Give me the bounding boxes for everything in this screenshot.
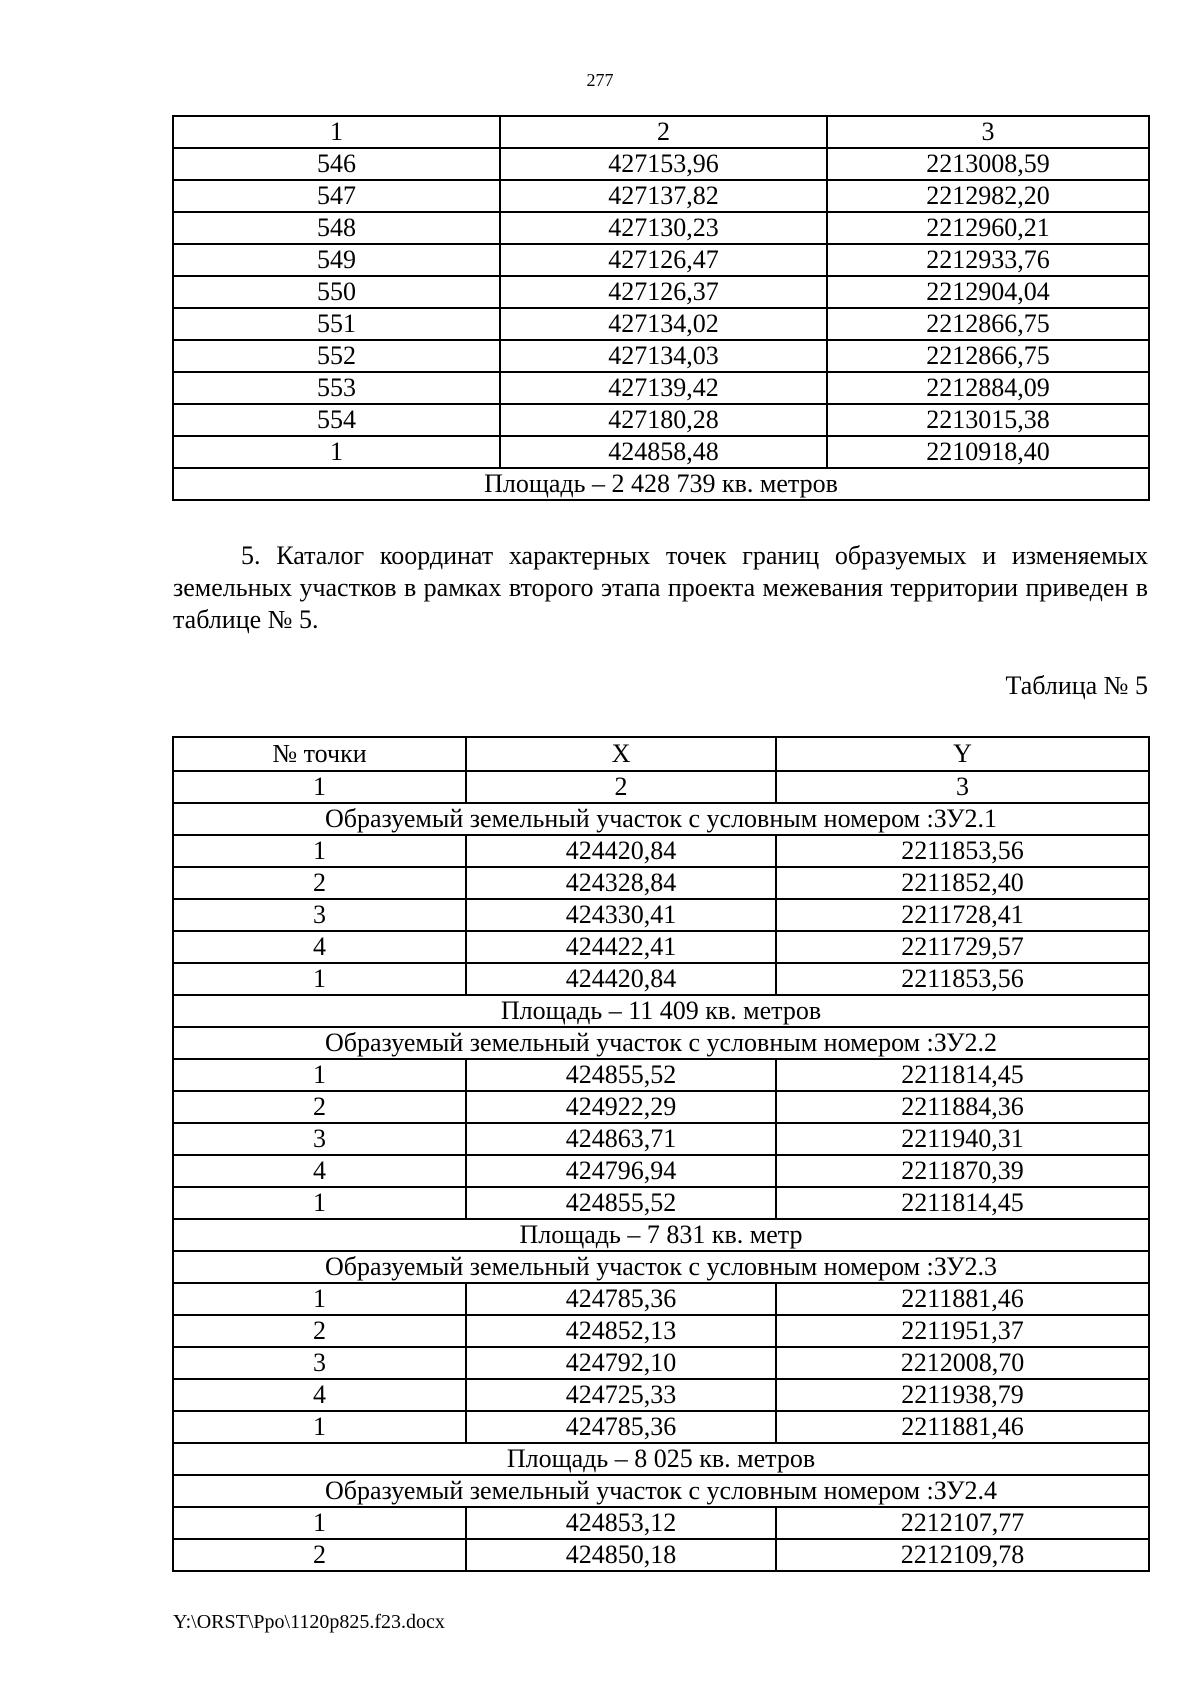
table-cell: № точки bbox=[173, 737, 466, 771]
file-path-footer: Y:\ORST\Ppo\1120p825.f23.docx bbox=[173, 1611, 445, 1633]
catalog-paragraph bbox=[173, 540, 1148, 636]
table-row bbox=[173, 372, 1149, 404]
parcel-title-row bbox=[173, 1027, 1149, 1059]
table-cell: 551 bbox=[173, 308, 500, 340]
column-number-row bbox=[173, 116, 1149, 148]
table-cell: 2211938,79 bbox=[776, 1379, 1149, 1411]
table-row bbox=[173, 1315, 1149, 1347]
table-row bbox=[173, 899, 1149, 931]
table-cell: 2 bbox=[173, 1091, 466, 1123]
parcel-title-row-cell: Образуемый земельный участок с условным номером :ЗУ2.3 bbox=[173, 1251, 1149, 1283]
table-cell: 2210918,40 bbox=[827, 436, 1149, 468]
table-cell: 427137,82 bbox=[500, 180, 827, 212]
table-cell: 2212982,20 bbox=[827, 180, 1149, 212]
table-cell: 3 bbox=[173, 1347, 466, 1379]
table-cell: 424422,41 bbox=[466, 931, 776, 963]
table-cell: 2 bbox=[466, 771, 776, 803]
table-cell: 549 bbox=[173, 244, 500, 276]
table-cell: 2211852,40 bbox=[776, 867, 1149, 899]
table-cell: 3 bbox=[173, 899, 466, 931]
area-row bbox=[173, 995, 1149, 1027]
table-cell: 2212866,75 bbox=[827, 308, 1149, 340]
table-cell: 546 bbox=[173, 148, 500, 180]
column-number-row bbox=[173, 771, 1149, 803]
area-row-cell: Площадь – 2 428 739 кв. метров bbox=[173, 468, 1149, 500]
table-row bbox=[173, 340, 1149, 372]
table-row bbox=[173, 1347, 1149, 1379]
area-row-cell: Площадь – 7 831 кв. метр bbox=[173, 1219, 1149, 1251]
table-cell: 552 bbox=[173, 340, 500, 372]
table-cell: 424863,71 bbox=[466, 1123, 776, 1155]
table-cell: 427126,47 bbox=[500, 244, 827, 276]
table-cell: 424850,18 bbox=[466, 1539, 776, 1571]
table-cell: 424852,13 bbox=[466, 1315, 776, 1347]
table-cell: 1 bbox=[173, 1507, 466, 1539]
table-row bbox=[173, 212, 1149, 244]
table-cell: 550 bbox=[173, 276, 500, 308]
table-cell: 2212008,70 bbox=[776, 1347, 1149, 1379]
table-cell: 424858,48 bbox=[500, 436, 827, 468]
table-cell: 2211853,56 bbox=[776, 963, 1149, 995]
table-cell: 1 bbox=[173, 436, 500, 468]
table-cell: 553 bbox=[173, 372, 500, 404]
table-cell: 2 bbox=[500, 116, 827, 148]
table-cell: 424420,84 bbox=[466, 963, 776, 995]
table-cell: 2211814,45 bbox=[776, 1187, 1149, 1219]
area-row bbox=[173, 1443, 1149, 1475]
table-cell: 427139,42 bbox=[500, 372, 827, 404]
table-cell: 1 bbox=[173, 116, 500, 148]
table-cell: Y bbox=[776, 737, 1149, 771]
table-cell: 2 bbox=[173, 1539, 466, 1571]
table-row bbox=[173, 1123, 1149, 1155]
table-cell: 548 bbox=[173, 212, 500, 244]
table-cell: 427134,03 bbox=[500, 340, 827, 372]
table-row bbox=[173, 1155, 1149, 1187]
table-row bbox=[173, 963, 1149, 995]
table-cell: 2 bbox=[173, 1315, 466, 1347]
table-cell: 2211940,31 bbox=[776, 1123, 1149, 1155]
table-cell: 424855,52 bbox=[466, 1187, 776, 1219]
area-row bbox=[173, 468, 1149, 500]
table-cell: 424853,12 bbox=[466, 1507, 776, 1539]
table-row bbox=[173, 931, 1149, 963]
table-cell: 2211729,57 bbox=[776, 931, 1149, 963]
table-cell: 3 bbox=[776, 771, 1149, 803]
table-cell: 1 bbox=[173, 771, 466, 803]
table-cell: 2211728,41 bbox=[776, 899, 1149, 931]
table-cell: 424796,94 bbox=[466, 1155, 776, 1187]
table-row bbox=[173, 404, 1149, 436]
table-cell: 424420,84 bbox=[466, 835, 776, 867]
table-row bbox=[173, 1507, 1149, 1539]
table-cell: 427130,23 bbox=[500, 212, 827, 244]
table-cell: 2211884,36 bbox=[776, 1091, 1149, 1123]
area-row-cell: Площадь – 11 409 кв. метров bbox=[173, 995, 1149, 1027]
table-cell: 424855,52 bbox=[466, 1059, 776, 1091]
table-cell: 427153,96 bbox=[500, 148, 827, 180]
table-cell: 3 bbox=[827, 116, 1149, 148]
area-row bbox=[173, 1219, 1149, 1251]
table-row bbox=[173, 1059, 1149, 1091]
parcel-title-row-cell: Образуемый земельный участок с условным номером :ЗУ2.2 bbox=[173, 1027, 1149, 1059]
column-header-row bbox=[173, 737, 1149, 771]
table-row bbox=[173, 180, 1149, 212]
table-cell: 2211881,46 bbox=[776, 1283, 1149, 1315]
table-cell: 424328,84 bbox=[466, 867, 776, 899]
parcel-title-row-cell: Образуемый земельный участок с условным номером :ЗУ2.4 bbox=[173, 1475, 1149, 1507]
table-cell: 424725,33 bbox=[466, 1379, 776, 1411]
table-cell: 1 bbox=[173, 1411, 466, 1443]
table-cell: 2212884,09 bbox=[827, 372, 1149, 404]
table-cell: 2212933,76 bbox=[827, 244, 1149, 276]
table-cell: 2212960,21 bbox=[827, 212, 1149, 244]
table-cell: 2211853,56 bbox=[776, 835, 1149, 867]
coordinates-table-continued bbox=[172, 115, 1150, 501]
table-cell: 424330,41 bbox=[466, 899, 776, 931]
table-cell: 2212107,77 bbox=[776, 1507, 1149, 1539]
table-cell: 2211951,37 bbox=[776, 1315, 1149, 1347]
table-cell: 2212109,78 bbox=[776, 1539, 1149, 1571]
table-cell: 2211814,45 bbox=[776, 1059, 1149, 1091]
table-cell: 2212866,75 bbox=[827, 340, 1149, 372]
table-cell: 1 bbox=[173, 1283, 466, 1315]
table-row bbox=[173, 1187, 1149, 1219]
table-row bbox=[173, 308, 1149, 340]
table-row bbox=[173, 276, 1149, 308]
table-cell: 424785,36 bbox=[466, 1283, 776, 1315]
table-cell: 424922,29 bbox=[466, 1091, 776, 1123]
table-row bbox=[173, 244, 1149, 276]
parcel-title-row bbox=[173, 1251, 1149, 1283]
table-cell: 2213015,38 bbox=[827, 404, 1149, 436]
table-cell: 1 bbox=[173, 835, 466, 867]
table-cell: 427180,28 bbox=[500, 404, 827, 436]
table-caption: Таблица № 5 bbox=[1005, 671, 1148, 700]
table-row bbox=[173, 148, 1149, 180]
table-cell: X bbox=[466, 737, 776, 771]
table-cell: 1 bbox=[173, 1059, 466, 1091]
table-cell: 554 bbox=[173, 404, 500, 436]
table-row bbox=[173, 1379, 1149, 1411]
table-cell: 424792,10 bbox=[466, 1347, 776, 1379]
table-cell: 4 bbox=[173, 931, 466, 963]
table-row bbox=[173, 1411, 1149, 1443]
table-row bbox=[173, 835, 1149, 867]
table-cell: 4 bbox=[173, 1379, 466, 1411]
table-row bbox=[173, 867, 1149, 899]
table-cell: 4 bbox=[173, 1155, 466, 1187]
table-cell: 2211881,46 bbox=[776, 1411, 1149, 1443]
table-cell: 2213008,59 bbox=[827, 148, 1149, 180]
table-row bbox=[173, 436, 1149, 468]
page-number: 277 bbox=[586, 70, 614, 90]
parcel-title-row bbox=[173, 803, 1149, 835]
table-cell: 547 bbox=[173, 180, 500, 212]
table-5 bbox=[172, 736, 1150, 1572]
table-cell: 2 bbox=[173, 867, 466, 899]
table-row bbox=[173, 1283, 1149, 1315]
table-cell: 2211870,39 bbox=[776, 1155, 1149, 1187]
table-cell: 1 bbox=[173, 963, 466, 995]
catalog-paragraph-text: 5. Каталог координат характерных точек границ образуемых и изменяемых земельных участков в рамках второго этапа проекта межевания территории приведен в таблице № 5. bbox=[173, 541, 1148, 634]
table-cell: 2212904,04 bbox=[827, 276, 1149, 308]
table-cell: 3 bbox=[173, 1123, 466, 1155]
table-cell: 1 bbox=[173, 1187, 466, 1219]
table-cell: 427134,02 bbox=[500, 308, 827, 340]
table-row bbox=[173, 1091, 1149, 1123]
parcel-title-row bbox=[173, 1475, 1149, 1507]
table-cell: 424785,36 bbox=[466, 1411, 776, 1443]
parcel-title-row-cell: Образуемый земельный участок с условным номером :ЗУ2.1 bbox=[173, 803, 1149, 835]
area-row-cell: Площадь – 8 025 кв. метров bbox=[173, 1443, 1149, 1475]
table-cell: 427126,37 bbox=[500, 276, 827, 308]
table-row bbox=[173, 1539, 1149, 1571]
